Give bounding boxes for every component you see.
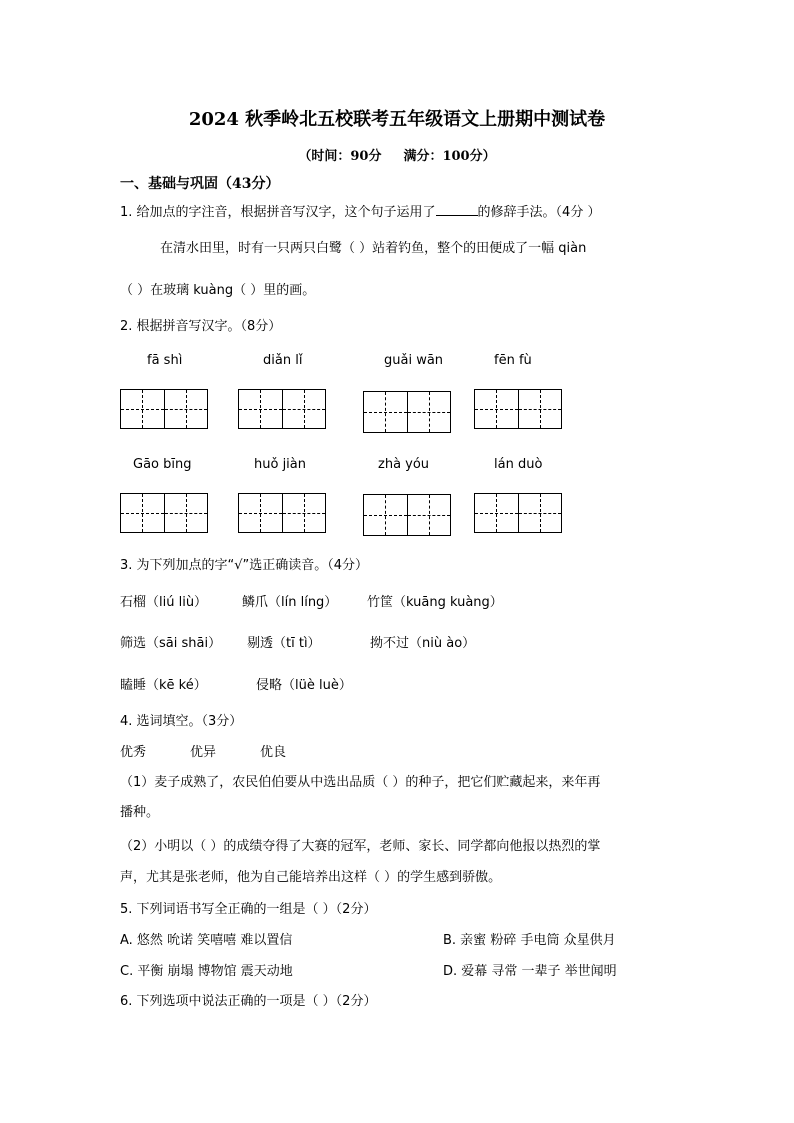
section-heading: 一、基础与巩固（43分） <box>120 176 280 192</box>
pronunciation-item: 竹筐（kuāng kuàng） <box>367 595 503 610</box>
exam-info <box>0 145 794 164</box>
tian-grid-box[interactable] <box>474 389 562 429</box>
pinyin-label: diǎn lǐ <box>263 353 303 368</box>
answer-blank[interactable] <box>436 203 478 216</box>
question-1-stem: 1. 给加点的字注音，根据拼音写汉字，这个句子运用了 的修辞手法。（4分 ） <box>120 205 601 220</box>
tian-grid-box[interactable] <box>474 493 562 533</box>
option-b[interactable]: B. 亲蜜 粉碎 手电筒 众星供月 <box>443 933 616 948</box>
question-6-stem: 6. 下列选项中说法正确的一项是（ ）（2分） <box>120 994 377 1009</box>
pinyin-label: fā shì <box>147 353 183 368</box>
question-4-sentence-1-cont: 播种。 <box>120 805 160 820</box>
page-title: 2024 秋季岭北五校联考五年级语文上册期中测试卷 <box>188 109 606 130</box>
tian-grid-box[interactable] <box>120 493 208 533</box>
pinyin-label: lán duò <box>494 457 543 472</box>
pronunciation-item: 石榴（liú liù） <box>120 595 208 610</box>
pinyin-label: fēn fù <box>494 353 532 368</box>
word-choice: 优异 <box>190 745 217 760</box>
pinyin-label: Gāo bīng <box>133 457 192 472</box>
pronunciation-item: 侵略（lüè luè） <box>256 678 352 693</box>
tian-grid-box[interactable] <box>238 493 326 533</box>
question-5-stem: 5. 下列词语书写全正确的一组是（ ）（2分） <box>120 902 377 917</box>
question-3-stem: 3. 为下列加点的字“√”选正确读音。（4分） <box>120 558 369 573</box>
tian-grid-box[interactable] <box>238 389 326 429</box>
word-choice: 优良 <box>260 745 287 760</box>
question-4-sentence-1: （1）麦子成熟了，农民伯伯要从中选出品质（ ）的种子，把它们贮藏起来，来年再 <box>120 775 601 790</box>
pinyin-label: zhà yóu <box>378 457 430 472</box>
pronunciation-item: 鳞爪（lín líng） <box>242 595 338 610</box>
option-c[interactable]: C. 平衡 崩塌 博物馆 震天动地 <box>120 964 293 979</box>
option-d[interactable]: D. 爱幕 寻常 一辈子 举世闻明 <box>443 964 617 979</box>
word-choice: 优秀 <box>120 745 147 760</box>
pinyin-label: guǎi wān <box>384 353 444 368</box>
question-2-stem: 2. 根据拼音写汉字。（8分） <box>120 319 282 334</box>
pronunciation-item: 筛选（sāi shāi） <box>120 636 222 651</box>
tian-grid-box[interactable] <box>363 494 451 536</box>
question-1-line-1: 在清水田里，时有一只两只白鹭（ ）站着钓鱼，整个的田便成了一幅 qiàn <box>160 241 587 256</box>
question-4-stem: 4. 选词填空。（3分） <box>120 714 243 729</box>
time-info: （时间：90分 <box>298 149 382 164</box>
tian-grid-box[interactable] <box>363 391 451 433</box>
option-a[interactable]: A. 悠然 吮诺 笑嘻嘻 难以置信 <box>120 933 293 948</box>
pinyin-label: huǒ jiàn <box>254 457 306 472</box>
pronunciation-item: 剔透（tī tì） <box>247 636 321 651</box>
score-info: 满分：100分） <box>403 149 496 164</box>
question-4-sentence-2-cont: 声，尤其是张老师，他为自己能培养出这样（ ）的学生感到骄傲。 <box>120 870 502 885</box>
question-1-line-2: （ ）在玻璃 kuàng（ ）里的画。 <box>120 283 316 298</box>
tian-grid-box[interactable] <box>120 389 208 429</box>
pronunciation-item: 瞌睡（kē ké） <box>120 678 207 693</box>
pronunciation-item: 拗不过（niù ào） <box>370 636 476 651</box>
question-4-sentence-2: （2）小明以（ ）的成绩夺得了大赛的冠军，老师、家长、同学都向他报以热烈的掌 <box>120 839 601 854</box>
